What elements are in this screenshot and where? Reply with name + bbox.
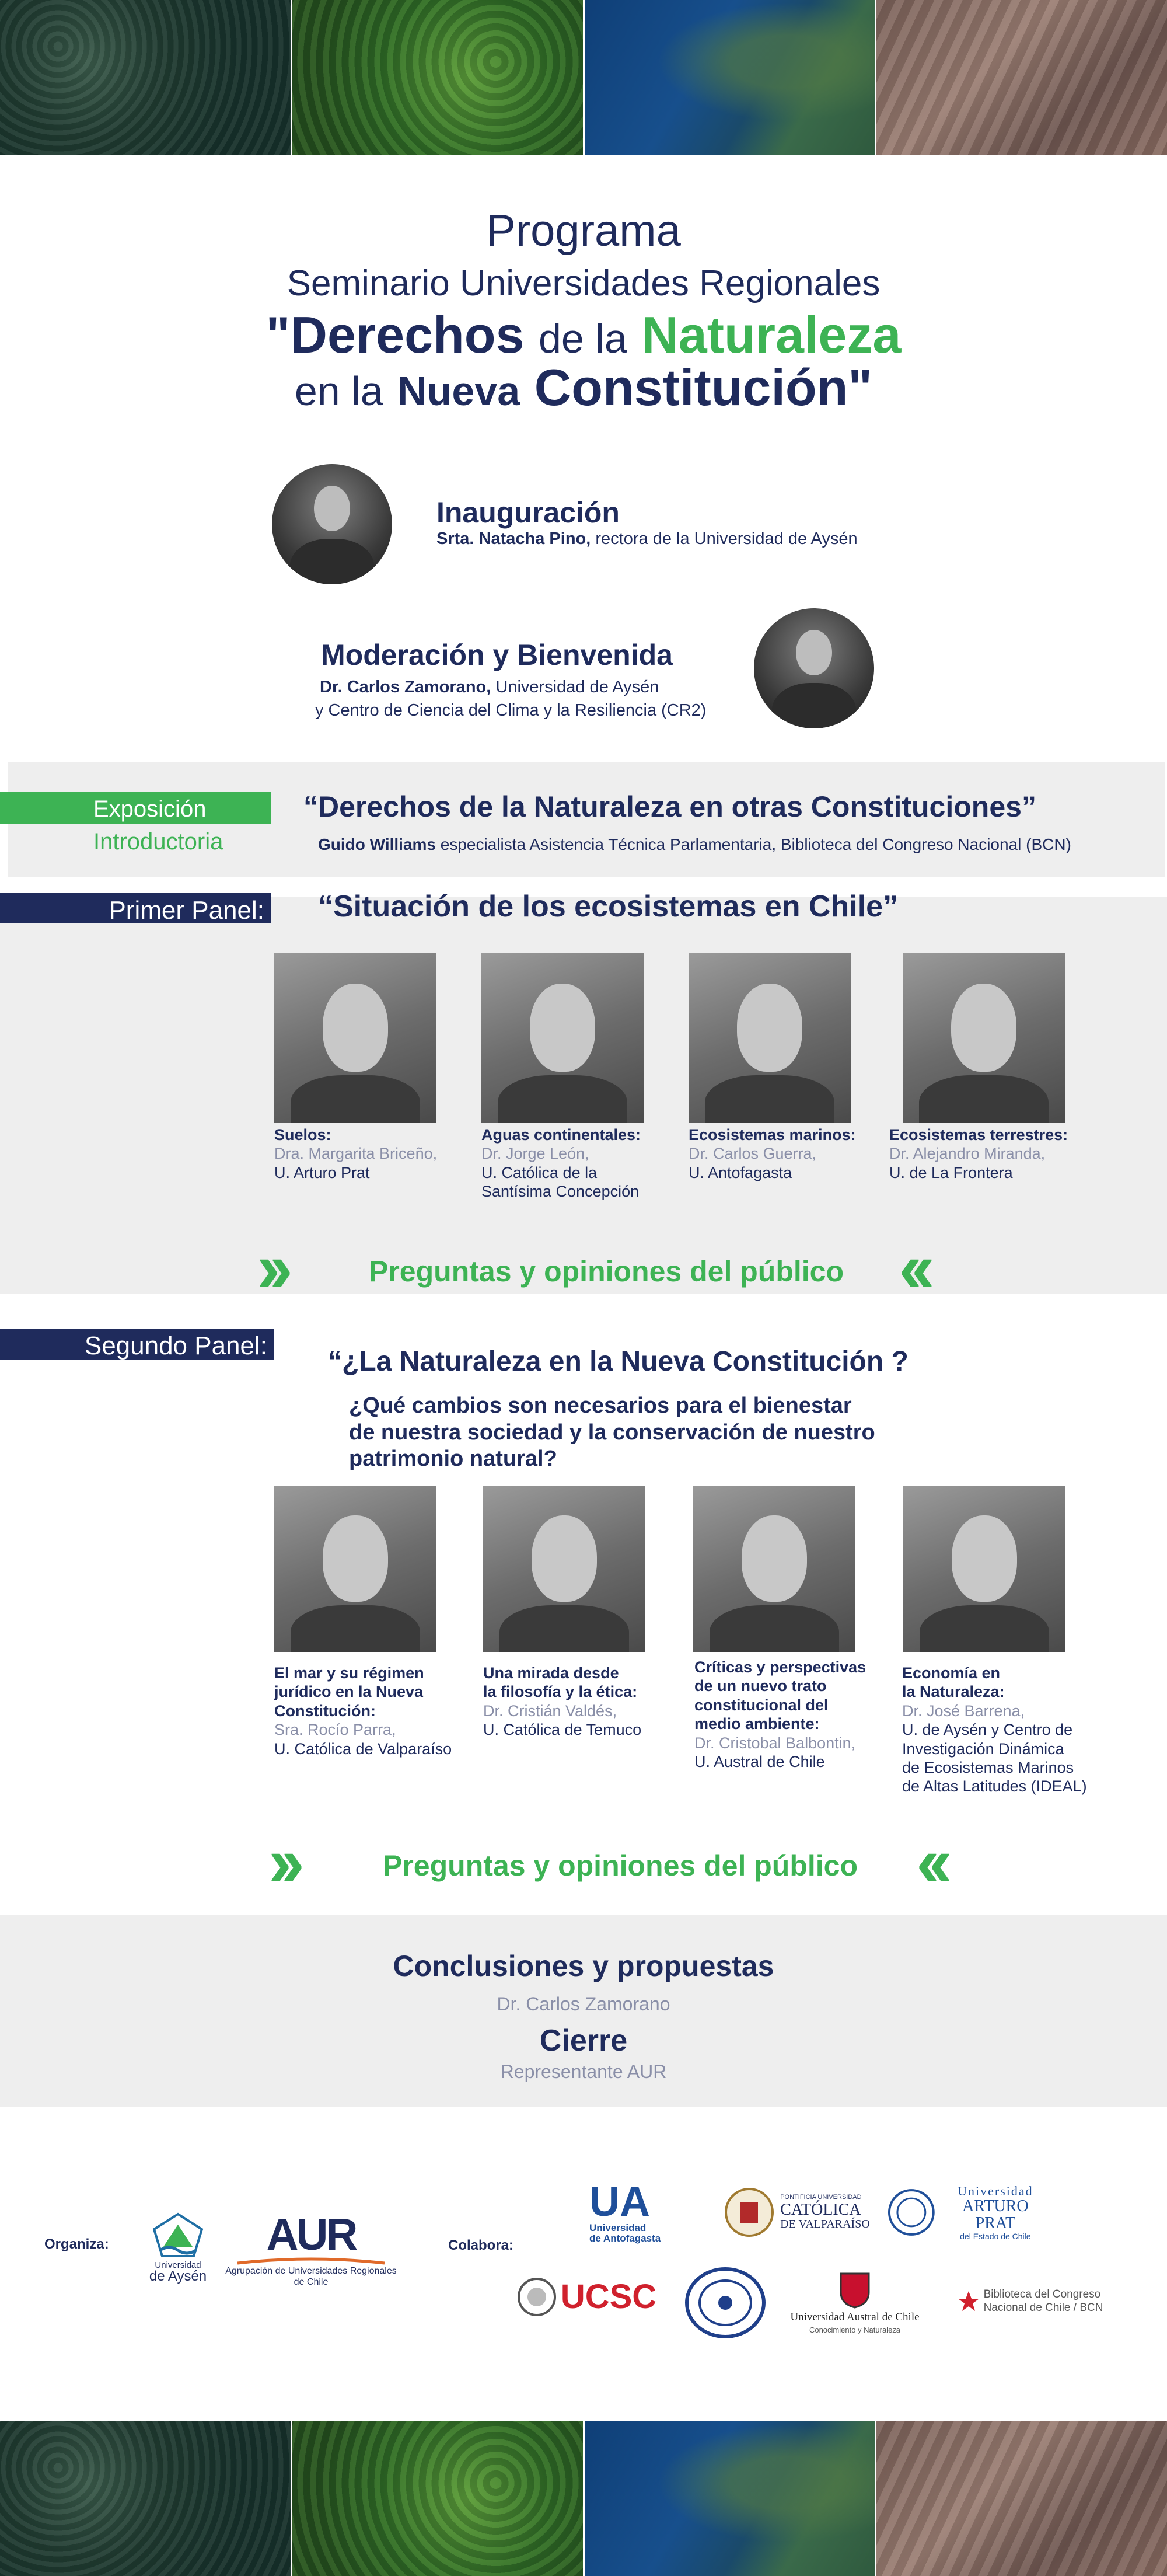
exposicion-speaker: Guido Williams especialista Asistencia Técnica Parlamentaria, Biblioteca del Congreso Nacional (BCN) bbox=[318, 835, 1071, 853]
photo-carlos-guerra bbox=[689, 953, 851, 1123]
exposicion-tag-line1: Exposición bbox=[93, 796, 207, 822]
inauguracion-speaker: Srta. Natacha Pino, rectora de la Universidad de Aysén bbox=[436, 529, 858, 548]
conclusiones-speaker: Dr. Carlos Zamorano bbox=[497, 1993, 670, 2014]
exposicion-title: “Derechos de la Naturaleza en otras Constituciones” bbox=[303, 790, 1036, 823]
avatar-natacha-pino bbox=[272, 464, 392, 584]
panel2-tag: Segundo Panel: bbox=[0, 1329, 274, 1360]
logo-aur: AUR Agrupación de Universidades Regionales de Chile bbox=[225, 2209, 397, 2287]
photo-cristobal-balbontin bbox=[693, 1486, 855, 1652]
chevron-right-icon: ›› bbox=[268, 1823, 294, 1901]
bcn-star-icon bbox=[957, 2290, 980, 2313]
panel2-title: “¿La Naturaleza en la Nueva Constitución ? bbox=[328, 1346, 909, 1377]
logo-ucsc: UCSC bbox=[513, 2271, 659, 2323]
chevron-left-icon: ‹‹ bbox=[916, 1823, 942, 1901]
logo-universidad-antofagasta: UA Universidad de Antofagasta bbox=[589, 2178, 661, 2244]
avatar-carlos-zamorano bbox=[754, 608, 874, 728]
conclusiones-title: Conclusiones y propuestas bbox=[393, 1950, 774, 1982]
panel2-qa-label: Preguntas y opiniones del público bbox=[383, 1849, 858, 1882]
photo-rocio-parra bbox=[274, 1486, 436, 1652]
title-seminario: Seminario Universidades Regionales bbox=[286, 263, 881, 304]
panel2-subtitle: ¿Qué cambios son necesarios para el bienestar de nuestra sociedad y la conservación de nuestro patrimonio natural? bbox=[349, 1393, 875, 1472]
trees-image bbox=[292, 0, 583, 155]
panel1-title: “Situación de los ecosistemas en Chile” bbox=[318, 890, 899, 923]
panel2-speaker-3: Críticas y perspectivas de un nuevo trato constitucional del medio ambiente: Dr. Cristobal Balbontin, U. Austral de Chile bbox=[694, 1658, 866, 1770]
title-programa: Programa bbox=[486, 206, 681, 256]
rock-image bbox=[876, 2421, 1167, 2576]
photo-jorge-leon bbox=[481, 953, 644, 1123]
organiza-label: Organiza: bbox=[44, 2236, 109, 2252]
cierre-title: Cierre bbox=[539, 2024, 628, 2058]
ucsc-seal-icon bbox=[516, 2277, 557, 2317]
panel2-speaker-4: Economía en la Naturaleza: Dr. José Barrena, U. de Aysén y Centro de Investigación Dinámica de Ecosistemas Marinos de Altas Latitudes (IDEAL) bbox=[902, 1664, 1087, 1796]
panel1-speaker-3: Ecosistemas marinos: Dr. Carlos Guerra, U. Antofagasta bbox=[689, 1126, 856, 1181]
photo-alejandro-miranda bbox=[903, 953, 1065, 1123]
colabora-label: Colabora: bbox=[448, 2237, 514, 2253]
forest-image bbox=[0, 0, 291, 155]
panel2-speaker-1: El mar y su régimen jurídico en la Nueva Constitución: Sra. Rocío Parra, U. Católica de Valparaíso bbox=[274, 1664, 452, 1758]
uach-shield-icon bbox=[838, 2271, 871, 2309]
logo-universidad-aysen: Universidad de Aysén bbox=[149, 2206, 207, 2288]
panel1-speaker-2: Aguas continentales: Dr. Jorge León, U. Católica de la Santísima Concepción bbox=[481, 1126, 641, 1201]
inauguracion-title: Inauguración bbox=[436, 496, 620, 529]
moderacion-speaker-line1: Dr. Carlos Zamorano, Universidad de Aysén bbox=[320, 678, 659, 696]
logo-pucv: PONTIFICIA UNIVERSIDAD CATÓLICA DE VALPARAÍSO bbox=[721, 2183, 872, 2242]
chevron-left-icon: ‹‹ bbox=[899, 1229, 924, 1307]
chevron-right-icon: ›› bbox=[257, 1229, 282, 1307]
moderacion-speaker-line2: y Centro de Ciencia del Clima y la Resiliencia (CR2) bbox=[315, 701, 707, 720]
top-nature-banner bbox=[0, 0, 1167, 155]
exposicion-tag-line2: Introductoria bbox=[93, 829, 223, 855]
unap-seal-icon bbox=[887, 2188, 936, 2237]
photo-margarita-briceno bbox=[274, 953, 436, 1123]
trees-image bbox=[292, 2421, 583, 2576]
bottom-nature-banner bbox=[0, 2421, 1167, 2576]
logo-universidad-arturo-prat: Universidad ARTURO PRAT del Estado de Chile bbox=[887, 2183, 1050, 2242]
photo-jose-barrena bbox=[903, 1486, 1065, 1652]
pucv-seal-icon bbox=[723, 2186, 775, 2239]
university-seal-icon bbox=[684, 2265, 766, 2340]
aur-swoosh-icon bbox=[235, 2257, 387, 2265]
logo-bcn: Biblioteca del Congreso Nacional de Chile / BCN bbox=[945, 2275, 1114, 2328]
aysen-emblem-icon bbox=[152, 2212, 204, 2258]
panel1-speaker-4: Ecosistemas terrestres: Dr. Alejandro Miranda, U. de La Frontera bbox=[889, 1126, 1068, 1181]
logo-seal-blue bbox=[682, 2265, 769, 2341]
title-line-2: en la Nueva Constitución" bbox=[294, 358, 873, 416]
panel1-speaker-1: Suelos: Dra. Margarita Briceño, U. Arturo Prat bbox=[274, 1126, 438, 1181]
rock-image bbox=[876, 0, 1167, 155]
forest-image bbox=[0, 2421, 291, 2576]
photo-cristian-valdes bbox=[483, 1486, 645, 1652]
logo-universidad-austral: Universidad Austral de Chile Conocimiento y Naturaleza bbox=[785, 2265, 925, 2341]
panel2-speaker-2: Una mirada desde la filosofía y la ética: Dr. Cristián Valdés, U. Católica de Temuco bbox=[483, 1664, 642, 1739]
moderacion-title: Moderación y Bienvenida bbox=[321, 639, 673, 671]
panel1-qa-label: Preguntas y opiniones del público bbox=[369, 1255, 844, 1288]
cierre-speaker: Representante AUR bbox=[500, 2061, 667, 2082]
title-line-1: "Derechos de la Naturaleza bbox=[265, 306, 902, 364]
coast-image bbox=[585, 2421, 875, 2576]
panel1-tag: Primer Panel: bbox=[0, 893, 271, 923]
coast-image bbox=[585, 0, 875, 155]
